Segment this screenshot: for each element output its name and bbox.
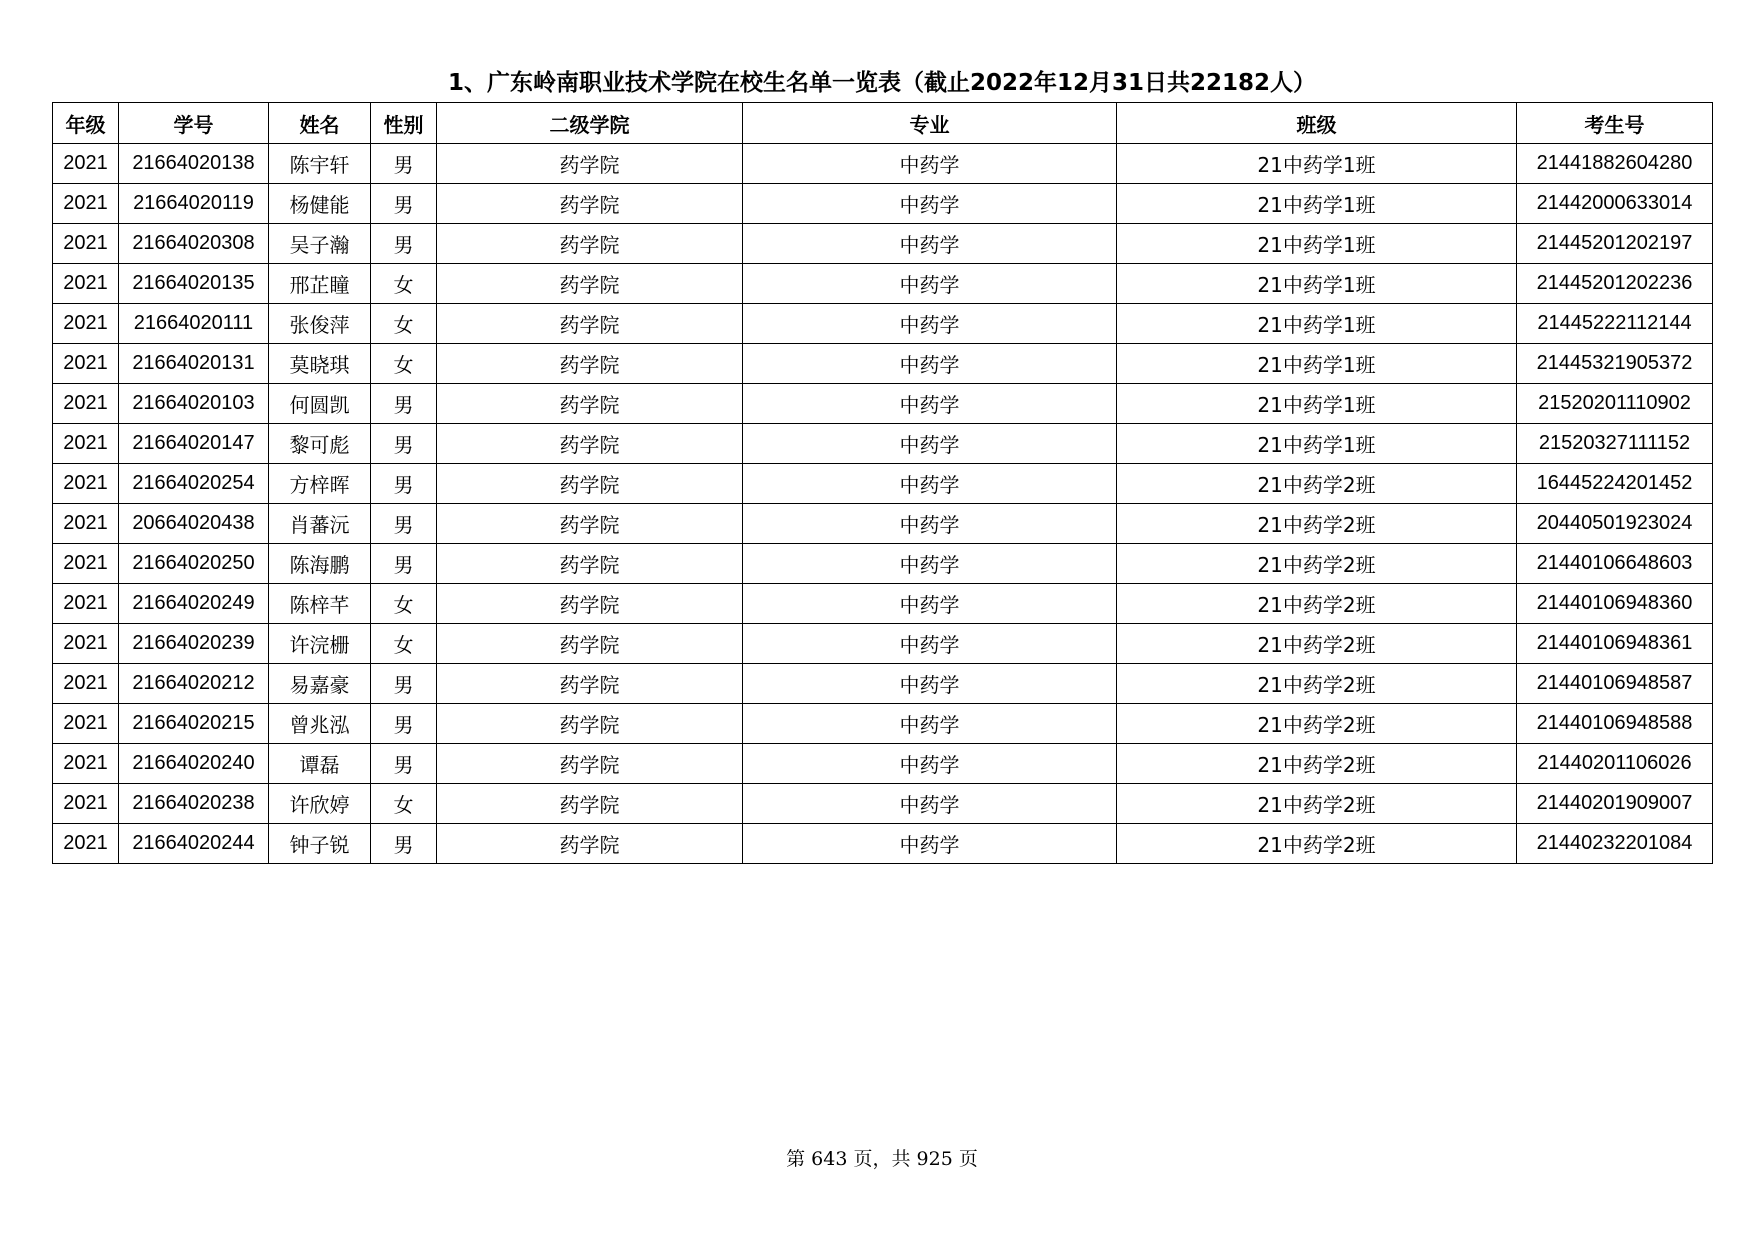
class-cell: 21中药学1班 [1117, 144, 1517, 184]
gender-cell: 男 [371, 824, 437, 864]
exam-number-cell: 21445222112144 [1517, 304, 1713, 344]
student-id-cell: 21664020131 [119, 344, 269, 384]
college-cell: 药学院 [437, 224, 743, 264]
name-cell: 张俊萍 [269, 304, 371, 344]
major-cell: 中药学 [743, 344, 1117, 384]
college-cell: 药学院 [437, 464, 743, 504]
table-row [53, 824, 1713, 864]
college-cell: 药学院 [437, 144, 743, 184]
name-cell: 吴子瀚 [269, 224, 371, 264]
major-cell: 中药学 [743, 664, 1117, 704]
major-cell: 中药学 [743, 584, 1117, 624]
name-cell: 邢芷瞳 [269, 264, 371, 304]
class-cell: 21中药学1班 [1117, 264, 1517, 304]
name-cell: 肖蕃沅 [269, 504, 371, 544]
major-cell: 中药学 [743, 504, 1117, 544]
college-cell: 药学院 [437, 304, 743, 344]
name-cell: 许浣栅 [269, 624, 371, 664]
grade-cell: 2021 [53, 704, 119, 744]
page-footer: 第 643 页，共 925 页 [786, 1148, 978, 1170]
name-cell: 陈海鹏 [269, 544, 371, 584]
student-id-cell: 21664020249 [119, 584, 269, 624]
gender-cell: 男 [371, 544, 437, 584]
exam-number-cell: 21440106948588 [1517, 704, 1713, 744]
major-cell: 中药学 [743, 824, 1117, 864]
class-cell: 21中药学1班 [1117, 184, 1517, 224]
table-row [53, 264, 1713, 304]
college-cell: 药学院 [437, 184, 743, 224]
major-cell: 中药学 [743, 304, 1117, 344]
college-cell: 药学院 [437, 784, 743, 824]
college-cell: 药学院 [437, 584, 743, 624]
name-cell: 钟子锐 [269, 824, 371, 864]
class-cell: 21中药学2班 [1117, 584, 1517, 624]
major-cell: 中药学 [743, 184, 1117, 224]
gender-cell: 女 [371, 784, 437, 824]
student-id-cell: 21664020138 [119, 144, 269, 184]
exam-number-cell: 21445201202236 [1517, 264, 1713, 304]
grade-cell: 2021 [53, 464, 119, 504]
exam-number-cell: 21442000633014 [1517, 184, 1713, 224]
gender-cell: 男 [371, 744, 437, 784]
name-header: 姓名 [269, 103, 371, 144]
grade-cell: 2021 [53, 344, 119, 384]
major-cell: 中药学 [743, 464, 1117, 504]
exam-number-cell: 21440106948587 [1517, 664, 1713, 704]
exam-number-cell: 21520327111152 [1517, 424, 1713, 464]
student-id-cell: 21664020111 [119, 304, 269, 344]
name-cell: 何圆凯 [269, 384, 371, 424]
grade-cell: 2021 [53, 584, 119, 624]
major-cell: 中药学 [743, 224, 1117, 264]
gender-header: 性别 [371, 103, 437, 144]
name-cell: 许欣婷 [269, 784, 371, 824]
name-cell: 杨健能 [269, 184, 371, 224]
table-header-row [53, 103, 1713, 144]
class-cell: 21中药学2班 [1117, 784, 1517, 824]
grade-cell: 2021 [53, 784, 119, 824]
major-cell: 中药学 [743, 624, 1117, 664]
grade-cell: 2021 [53, 664, 119, 704]
gender-cell: 女 [371, 304, 437, 344]
table-row [53, 384, 1713, 424]
class-cell: 21中药学2班 [1117, 664, 1517, 704]
name-cell: 曾兆泓 [269, 704, 371, 744]
exam-number-cell: 21440106648603 [1517, 544, 1713, 584]
student-id-cell: 21664020119 [119, 184, 269, 224]
major-cell: 中药学 [743, 264, 1117, 304]
exam-number-header: 考生号 [1517, 103, 1713, 144]
student-id-cell: 21664020103 [119, 384, 269, 424]
name-cell: 莫晓琪 [269, 344, 371, 384]
college-cell: 药学院 [437, 264, 743, 304]
class-cell: 21中药学1班 [1117, 344, 1517, 384]
table-row [53, 224, 1713, 264]
class-cell: 21中药学2班 [1117, 824, 1517, 864]
class-cell: 21中药学2班 [1117, 744, 1517, 784]
college-cell: 药学院 [437, 424, 743, 464]
college-cell: 药学院 [437, 544, 743, 584]
gender-cell: 女 [371, 344, 437, 384]
gender-cell: 女 [371, 624, 437, 664]
table-row [53, 664, 1713, 704]
college-cell: 药学院 [437, 384, 743, 424]
grade-cell: 2021 [53, 504, 119, 544]
student-id-header: 学号 [119, 103, 269, 144]
grade-cell: 2021 [53, 264, 119, 304]
college-cell: 药学院 [437, 664, 743, 704]
student-id-cell: 21664020240 [119, 744, 269, 784]
student-id-cell: 21664020244 [119, 824, 269, 864]
table-row [53, 584, 1713, 624]
table-row [53, 704, 1713, 744]
college-cell: 药学院 [437, 344, 743, 384]
gender-cell: 女 [371, 264, 437, 304]
name-cell: 谭磊 [269, 744, 371, 784]
gender-cell: 男 [371, 424, 437, 464]
student-id-cell: 21664020250 [119, 544, 269, 584]
table-row [53, 464, 1713, 504]
name-cell: 易嘉豪 [269, 664, 371, 704]
student-id-cell: 21664020238 [119, 784, 269, 824]
college-header: 二级学院 [437, 103, 743, 144]
major-cell: 中药学 [743, 384, 1117, 424]
grade-cell: 2021 [53, 304, 119, 344]
exam-number-cell: 21440232201084 [1517, 824, 1713, 864]
class-cell: 21中药学2班 [1117, 544, 1517, 584]
exam-number-cell: 21441882604280 [1517, 144, 1713, 184]
college-cell: 药学院 [437, 824, 743, 864]
grade-cell: 2021 [53, 384, 119, 424]
grade-cell: 2021 [53, 544, 119, 584]
student-id-cell: 21664020254 [119, 464, 269, 504]
exam-number-cell: 21440201106026 [1517, 744, 1713, 784]
table-row [53, 744, 1713, 784]
grade-cell: 2021 [53, 224, 119, 264]
table-row [53, 184, 1713, 224]
exam-number-cell: 20440501923024 [1517, 504, 1713, 544]
class-cell: 21中药学1班 [1117, 304, 1517, 344]
college-cell: 药学院 [437, 704, 743, 744]
class-cell: 21中药学1班 [1117, 424, 1517, 464]
name-cell: 陈梓芊 [269, 584, 371, 624]
grade-cell: 2021 [53, 424, 119, 464]
student-id-cell: 21664020147 [119, 424, 269, 464]
student-id-cell: 21664020135 [119, 264, 269, 304]
gender-cell: 男 [371, 384, 437, 424]
exam-number-cell: 21445201202197 [1517, 224, 1713, 264]
gender-cell: 男 [371, 184, 437, 224]
table-row [53, 424, 1713, 464]
class-cell: 21中药学2班 [1117, 504, 1517, 544]
exam-number-cell: 21520201110902 [1517, 384, 1713, 424]
gender-cell: 男 [371, 504, 437, 544]
major-cell: 中药学 [743, 744, 1117, 784]
grade-cell: 2021 [53, 624, 119, 664]
table-row [53, 144, 1713, 184]
table-row [53, 504, 1713, 544]
grade-cell: 2021 [53, 744, 119, 784]
student-id-cell: 21664020308 [119, 224, 269, 264]
major-cell: 中药学 [743, 144, 1117, 184]
exam-number-cell: 21445321905372 [1517, 344, 1713, 384]
page-title: 1、广东岭南职业技术学院在校生名单一览表（截止2022年12月31日共22182人） [447, 70, 1317, 96]
table-row [53, 304, 1713, 344]
major-cell: 中药学 [743, 704, 1117, 744]
name-cell: 方梓晖 [269, 464, 371, 504]
name-cell: 陈宇轩 [269, 144, 371, 184]
gender-cell: 男 [371, 464, 437, 504]
exam-number-cell: 21440106948361 [1517, 624, 1713, 664]
class-cell: 21中药学1班 [1117, 224, 1517, 264]
exam-number-cell: 21440106948360 [1517, 584, 1713, 624]
gender-cell: 女 [371, 584, 437, 624]
student-id-cell: 21664020215 [119, 704, 269, 744]
grade-cell: 2021 [53, 824, 119, 864]
college-cell: 药学院 [437, 744, 743, 784]
student-roster-table [52, 102, 1713, 864]
major-cell: 中药学 [743, 544, 1117, 584]
grade-cell: 2021 [53, 144, 119, 184]
grade-header: 年级 [53, 103, 119, 144]
table-row [53, 784, 1713, 824]
class-cell: 21中药学2班 [1117, 704, 1517, 744]
grade-cell: 2021 [53, 184, 119, 224]
class-header: 班级 [1117, 103, 1517, 144]
gender-cell: 男 [371, 704, 437, 744]
college-cell: 药学院 [437, 504, 743, 544]
major-cell: 中药学 [743, 424, 1117, 464]
student-id-cell: 21664020212 [119, 664, 269, 704]
student-id-cell: 21664020239 [119, 624, 269, 664]
table-row [53, 624, 1713, 664]
gender-cell: 男 [371, 664, 437, 704]
table-row [53, 544, 1713, 584]
gender-cell: 男 [371, 224, 437, 264]
gender-cell: 男 [371, 144, 437, 184]
name-cell: 黎可彪 [269, 424, 371, 464]
exam-number-cell: 21440201909007 [1517, 784, 1713, 824]
table-row [53, 344, 1713, 384]
class-cell: 21中药学1班 [1117, 384, 1517, 424]
major-header: 专业 [743, 103, 1117, 144]
class-cell: 21中药学2班 [1117, 464, 1517, 504]
major-cell: 中药学 [743, 784, 1117, 824]
college-cell: 药学院 [437, 624, 743, 664]
student-id-cell: 20664020438 [119, 504, 269, 544]
exam-number-cell: 16445224201452 [1517, 464, 1713, 504]
class-cell: 21中药学2班 [1117, 624, 1517, 664]
